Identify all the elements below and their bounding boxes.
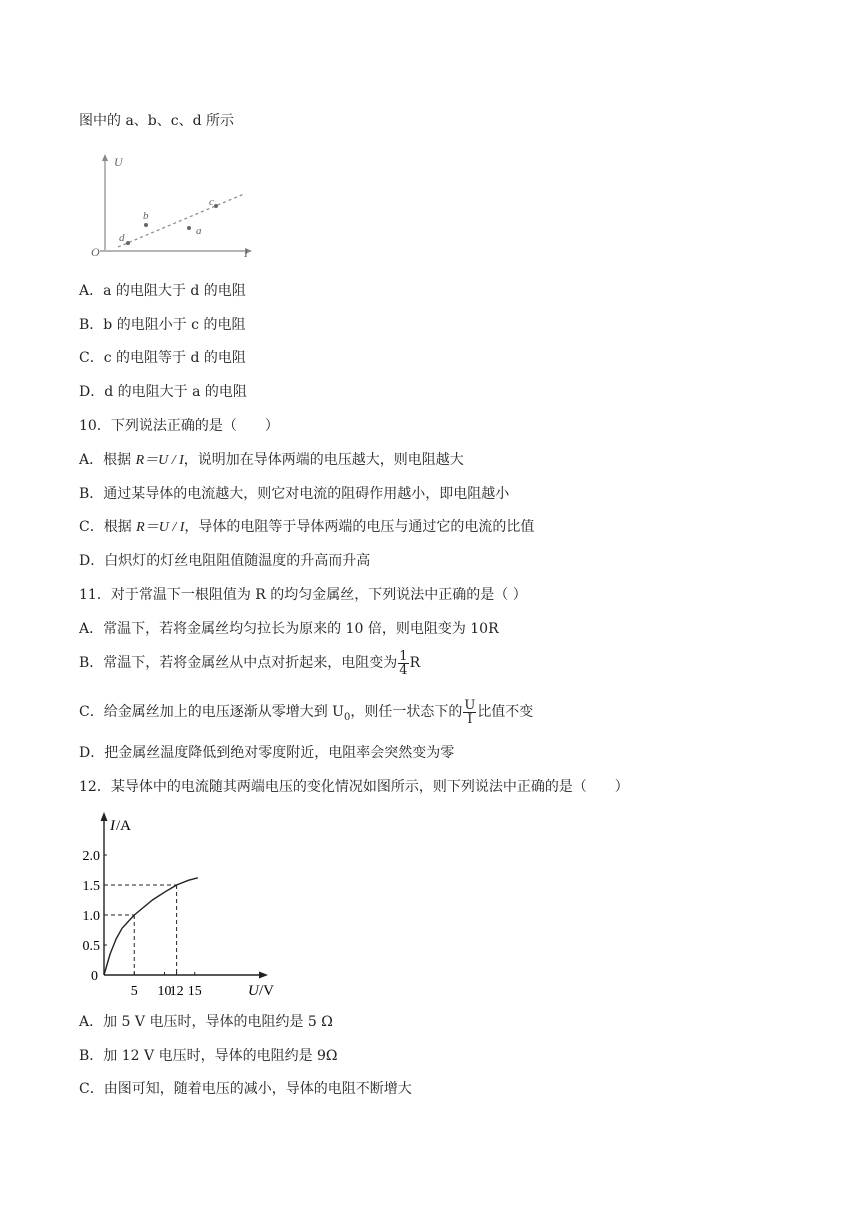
q10-option-b: B．通过某导体的电流越大，则它对电流的阻碍作用越小，即电阻越小 — [79, 486, 510, 502]
q11-b-fraction: $\frac{1}{4}$ — [399, 648, 408, 678]
point-d — [126, 241, 130, 245]
q11-option-a: A．常温下，若将金属丝均匀拉长为原来的 10 倍，则电阻变为 10R — [79, 621, 499, 637]
q11-b-prefix: B．常温下，若将金属丝从中点对折起来，电阻变为 — [79, 655, 398, 671]
ui-scatter-figure — [88, 150, 268, 262]
q12-stem: 12．某导体中的电流随其两端电压的变化情况如图所示，则下列说法中正确的是（ ） — [79, 779, 629, 795]
q12-option-b: B．加 12 V 电压时，导体的电阻约是 9Ω — [79, 1048, 338, 1064]
label-o: O — [91, 245, 100, 259]
u-axis-arrow — [102, 154, 108, 161]
iu-curve — [104, 878, 198, 975]
point-c — [214, 204, 218, 208]
x-tick-label-15: 15 — [187, 984, 202, 999]
q11-option-b — [79, 648, 420, 678]
q11-c-suffix: 比值不变 — [477, 704, 534, 720]
chart-x-arrow — [259, 972, 268, 979]
q9-option-c: C．c 的电阻等于 d 的电阻 — [79, 350, 246, 366]
q11-option-c — [79, 697, 533, 733]
label-i: I — [244, 246, 248, 260]
label-b: b — [143, 210, 149, 222]
q10-option-c — [79, 518, 534, 537]
q10-option-d: D．白炽灯的灯丝电阻阻值随温度的升高而升高 — [79, 553, 371, 569]
q11-b-suffix: R — [409, 655, 421, 671]
q9-option-b: B．b 的电阻小于 c 的电阻 — [79, 317, 246, 333]
y-tick-label-1.5: 1.5 — [82, 879, 100, 894]
x-tick-label-5: 5 — [130, 984, 138, 999]
q11-c-mid: ，则任一状态下的 — [350, 704, 463, 720]
y-tick-label-1.0: 1.0 — [82, 909, 100, 924]
q10-stem: 10．下列说法正确的是（ ） — [79, 418, 279, 434]
label-c: c — [209, 196, 214, 208]
q10-a-formula: R＝U / I — [135, 453, 184, 468]
q10-a-suffix: ，说明加在导体两端的电压越大，则电阻越大 — [183, 452, 464, 468]
chart-origin: 0 — [91, 969, 98, 984]
chart-ylabel-var: I — [110, 818, 115, 834]
q12-option-a: A．加 5 V 电压时，导体的电阻约是 5 Ω — [79, 1014, 333, 1030]
q9-option-d: D．d 的电阻大于 a 的电阻 — [79, 384, 247, 400]
intro-text: 图中的 a、b、c、d 所示 — [79, 113, 235, 129]
q11-stem: 11．对于常温下一根阻值为 R 的均匀金属丝，下列说法中正确的是（ ） — [79, 587, 527, 603]
y-tick-label-2.0: 2.0 — [82, 849, 100, 864]
q11-c-prefix: C．给金属丝加上的电压逐渐从零增大到 U — [79, 704, 344, 720]
x-tick-label-10: 10 — [157, 984, 172, 999]
point-b — [144, 223, 148, 227]
q10-c-suffix: ，导体的电阻等于导体两端的电压与通过它的电流的比值 — [184, 519, 535, 535]
chart-xlabel-unit: /V — [259, 983, 274, 999]
chart-y-arrow — [101, 812, 108, 821]
q10-c-prefix: C．根据 — [79, 519, 137, 535]
q9-option-a: A．a 的电阻大于 d 的电阻 — [79, 283, 246, 299]
chart-ylabel-unit: /A — [116, 818, 131, 834]
q11-c-sub: 0 — [343, 711, 351, 723]
q10-a-prefix: A．根据 — [79, 452, 136, 468]
q10-c-formula: R＝U / I — [136, 520, 185, 535]
iu-chart — [82, 808, 282, 1000]
label-d: d — [119, 232, 125, 244]
x-tick-label-12: 12 — [169, 984, 184, 999]
label-a: a — [196, 225, 202, 237]
dashed-trend-line — [118, 194, 244, 247]
q11-option-d: D．把金属丝温度降低到绝对零度附近，电阻率会突然变为零 — [79, 745, 455, 761]
q10-option-a — [79, 451, 464, 470]
label-u: U — [114, 155, 123, 169]
chart-xlabel-var: U — [248, 983, 259, 999]
q12-option-c: C．由图可知，随着电压的减小，导体的电阻不断增大 — [79, 1081, 412, 1097]
point-a — [187, 226, 191, 230]
q11-c-fraction: $\frac{U}{I}$ — [464, 697, 476, 727]
y-tick-label-0.5: 0.5 — [82, 939, 100, 954]
